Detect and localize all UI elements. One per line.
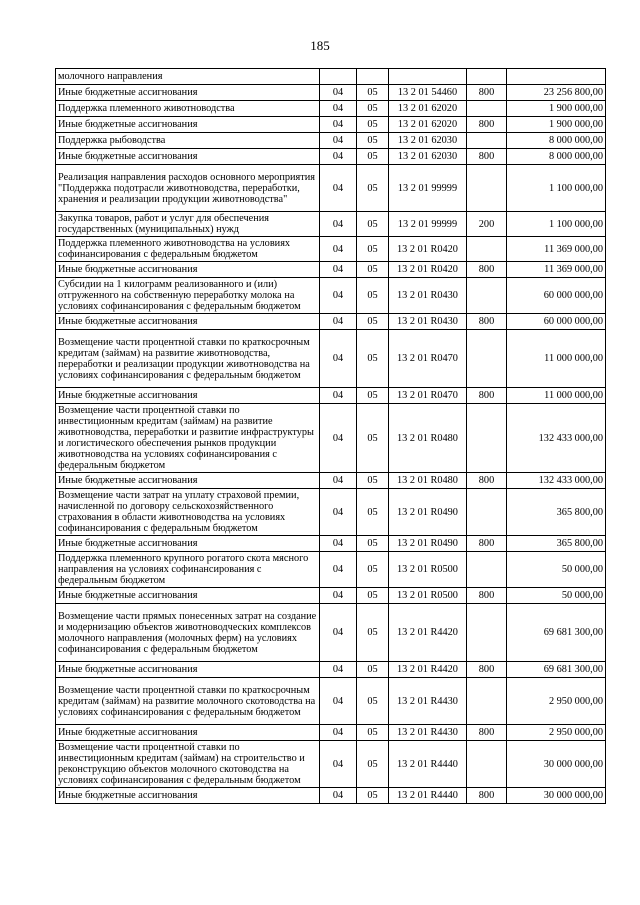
row-subsection-code: 05 <box>357 741 389 788</box>
table-row <box>56 662 606 678</box>
row-section-code: 04 <box>320 278 357 314</box>
row-target-article: 13 2 01 R0430 <box>389 278 467 314</box>
row-expense-type <box>467 404 507 473</box>
row-section-code: 04 <box>320 388 357 404</box>
row-expense-type: 800 <box>467 85 507 101</box>
table-row <box>56 678 606 725</box>
row-section-code: 04 <box>320 237 357 262</box>
row-subsection-code: 05 <box>357 278 389 314</box>
row-target-article: 13 2 01 R0490 <box>389 536 467 552</box>
row-section-code: 04 <box>320 489 357 536</box>
row-expense-type <box>467 604 507 662</box>
row-description: Иные бюджетные ассигнования <box>56 85 320 101</box>
row-target-article: 13 2 01 R0470 <box>389 330 467 388</box>
row-description: Возмещение части процентной ставки по инвестиционным кредитам (займам) на строительство и реконструкцию объектов молочного скотоводства на условиях софинансирования с федеральным бюджетом <box>56 741 320 788</box>
row-description: Иные бюджетные ассигнования <box>56 725 320 741</box>
row-subsection-code: 05 <box>357 101 389 117</box>
row-amount: 11 369 000,00 <box>507 237 606 262</box>
row-subsection-code: 05 <box>357 314 389 330</box>
row-expense-type <box>467 678 507 725</box>
row-amount: 23 256 800,00 <box>507 85 606 101</box>
row-target-article: 13 2 01 62030 <box>389 149 467 165</box>
table-row <box>56 133 606 149</box>
row-expense-type: 800 <box>467 588 507 604</box>
row-amount: 1 100 000,00 <box>507 165 606 212</box>
row-amount: 50 000,00 <box>507 552 606 588</box>
row-amount: 1 900 000,00 <box>507 117 606 133</box>
row-target-article: 13 2 01 R0420 <box>389 237 467 262</box>
row-expense-type <box>467 165 507 212</box>
row-amount: 132 433 000,00 <box>507 473 606 489</box>
row-amount <box>507 69 606 85</box>
row-target-article: 13 2 01 R0500 <box>389 552 467 588</box>
row-description: Иные бюджетные ассигнования <box>56 662 320 678</box>
row-amount: 50 000,00 <box>507 588 606 604</box>
row-target-article: 13 2 01 62030 <box>389 133 467 149</box>
table-row <box>56 725 606 741</box>
row-target-article: 13 2 01 R0470 <box>389 388 467 404</box>
row-subsection-code: 05 <box>357 489 389 536</box>
row-amount: 30 000 000,00 <box>507 741 606 788</box>
row-amount: 365 800,00 <box>507 489 606 536</box>
table-row <box>56 149 606 165</box>
row-description: Возмещение части процентной ставки по инвестиционным кредитам (займам) на развитие животноводства, переработки и развитие инфраструктуры и логистического обеспечения рынков продукции животноводства на условиях софинансирования с федеральным бюджетом <box>56 404 320 473</box>
row-description: Иные бюджетные ассигнования <box>56 314 320 330</box>
row-description: Иные бюджетные ассигнования <box>56 149 320 165</box>
row-subsection-code: 05 <box>357 85 389 101</box>
row-amount: 11 000 000,00 <box>507 388 606 404</box>
page-number: 185 <box>310 38 330 53</box>
row-description: Иные бюджетные ассигнования <box>56 117 320 133</box>
row-expense-type: 800 <box>467 262 507 278</box>
row-expense-type <box>467 741 507 788</box>
row-section-code: 04 <box>320 604 357 662</box>
row-target-article: 13 2 01 R0480 <box>389 404 467 473</box>
row-amount: 365 800,00 <box>507 536 606 552</box>
row-expense-type <box>467 133 507 149</box>
row-section-code: 04 <box>320 314 357 330</box>
row-description: Поддержка племенного животноводства <box>56 101 320 117</box>
table-row <box>56 165 606 212</box>
row-subsection-code: 05 <box>357 552 389 588</box>
row-target-article: 13 2 01 R0490 <box>389 489 467 536</box>
table-row <box>56 237 606 262</box>
row-description: Субсидии на 1 килограмм реализованного и (или) отгруженного на собственную переработку молока на условиях софинансирования с федеральным бюджетом <box>56 278 320 314</box>
row-description: Поддержка рыбоводства <box>56 133 320 149</box>
budget-table-body <box>56 69 606 804</box>
table-row <box>56 552 606 588</box>
row-target-article: 13 2 01 R0500 <box>389 588 467 604</box>
table-row <box>56 473 606 489</box>
row-subsection-code: 05 <box>357 117 389 133</box>
row-subsection-code: 05 <box>357 212 389 237</box>
table-row <box>56 404 606 473</box>
row-subsection-code: 05 <box>357 404 389 473</box>
row-target-article: 13 2 01 R4430 <box>389 725 467 741</box>
row-section-code: 04 <box>320 588 357 604</box>
row-amount: 2 950 000,00 <box>507 678 606 725</box>
row-section-code <box>320 69 357 85</box>
row-expense-type <box>467 237 507 262</box>
row-expense-type: 800 <box>467 473 507 489</box>
table-row <box>56 388 606 404</box>
row-target-article: 13 2 01 R4440 <box>389 741 467 788</box>
row-subsection-code: 05 <box>357 678 389 725</box>
row-section-code: 04 <box>320 473 357 489</box>
row-subsection-code: 05 <box>357 725 389 741</box>
table-row <box>56 604 606 662</box>
row-subsection-code: 05 <box>357 388 389 404</box>
row-target-article: 13 2 01 R0420 <box>389 262 467 278</box>
budget-table <box>55 68 606 804</box>
table-row <box>56 788 606 804</box>
row-amount: 2 950 000,00 <box>507 725 606 741</box>
row-amount: 60 000 000,00 <box>507 278 606 314</box>
row-description: Иные бюджетные ассигнования <box>56 262 320 278</box>
row-target-article: 13 2 01 R4440 <box>389 788 467 804</box>
row-description: Иные бюджетные ассигнования <box>56 536 320 552</box>
row-target-article: 13 2 01 54460 <box>389 85 467 101</box>
table-row <box>56 117 606 133</box>
row-section-code: 04 <box>320 552 357 588</box>
row-description: молочного направления <box>56 69 320 85</box>
row-expense-type: 200 <box>467 212 507 237</box>
row-target-article: 13 2 01 R4420 <box>389 662 467 678</box>
row-section-code: 04 <box>320 149 357 165</box>
row-subsection-code: 05 <box>357 237 389 262</box>
row-amount: 60 000 000,00 <box>507 314 606 330</box>
table-row <box>56 278 606 314</box>
row-section-code: 04 <box>320 741 357 788</box>
row-amount: 8 000 000,00 <box>507 133 606 149</box>
row-section-code: 04 <box>320 330 357 388</box>
row-expense-type: 800 <box>467 149 507 165</box>
table-row <box>56 330 606 388</box>
row-section-code: 04 <box>320 165 357 212</box>
row-section-code: 04 <box>320 101 357 117</box>
table-row <box>56 85 606 101</box>
row-expense-type: 800 <box>467 662 507 678</box>
row-amount: 11 369 000,00 <box>507 262 606 278</box>
row-expense-type: 800 <box>467 117 507 133</box>
row-subsection-code: 05 <box>357 165 389 212</box>
row-target-article: 13 2 01 62020 <box>389 101 467 117</box>
row-subsection-code: 05 <box>357 588 389 604</box>
row-subsection-code: 05 <box>357 473 389 489</box>
row-section-code: 04 <box>320 678 357 725</box>
table-row <box>56 262 606 278</box>
table-row <box>56 588 606 604</box>
table-row <box>56 489 606 536</box>
row-target-article: 13 2 01 62020 <box>389 117 467 133</box>
row-expense-type <box>467 278 507 314</box>
row-expense-type: 800 <box>467 788 507 804</box>
row-section-code: 04 <box>320 85 357 101</box>
row-subsection-code <box>357 69 389 85</box>
row-subsection-code: 05 <box>357 662 389 678</box>
row-amount: 11 000 000,00 <box>507 330 606 388</box>
row-subsection-code: 05 <box>357 788 389 804</box>
table-row <box>56 69 606 85</box>
row-section-code: 04 <box>320 788 357 804</box>
row-subsection-code: 05 <box>357 330 389 388</box>
row-section-code: 04 <box>320 262 357 278</box>
table-row <box>56 212 606 237</box>
row-description: Возмещение части процентной ставки по краткосрочным кредитам (займам) на развитие животноводства, переработки и реализации продукции животноводства на условиях софинансирования с федеральным бюджетом <box>56 330 320 388</box>
table-row <box>56 101 606 117</box>
row-subsection-code: 05 <box>357 536 389 552</box>
row-expense-type <box>467 489 507 536</box>
row-target-article: 13 2 01 R4430 <box>389 678 467 725</box>
row-amount: 69 681 300,00 <box>507 604 606 662</box>
row-amount: 132 433 000,00 <box>507 404 606 473</box>
row-expense-type <box>467 330 507 388</box>
row-description: Иные бюджетные ассигнования <box>56 473 320 489</box>
row-section-code: 04 <box>320 662 357 678</box>
row-amount: 8 000 000,00 <box>507 149 606 165</box>
table-row <box>56 741 606 788</box>
row-amount: 69 681 300,00 <box>507 662 606 678</box>
table-row <box>56 314 606 330</box>
row-amount: 1 900 000,00 <box>507 101 606 117</box>
row-subsection-code: 05 <box>357 149 389 165</box>
row-subsection-code: 05 <box>357 133 389 149</box>
row-subsection-code: 05 <box>357 604 389 662</box>
row-expense-type <box>467 101 507 117</box>
row-target-article <box>389 69 467 85</box>
row-section-code: 04 <box>320 117 357 133</box>
row-description: Иные бюджетные ассигнования <box>56 788 320 804</box>
row-description: Реализация направления расходов основного мероприятия "Поддержка подотрасли животноводства, переработки, хранения и реализации продукции животноводства" <box>56 165 320 212</box>
row-target-article: 13 2 01 99999 <box>389 165 467 212</box>
row-expense-type: 800 <box>467 536 507 552</box>
row-description: Поддержка племенного крупного рогатого скота мясного направления на условиях софинансирования с федеральным бюджетом <box>56 552 320 588</box>
row-target-article: 13 2 01 R4420 <box>389 604 467 662</box>
row-amount: 1 100 000,00 <box>507 212 606 237</box>
table-row <box>56 536 606 552</box>
row-target-article: 13 2 01 99999 <box>389 212 467 237</box>
row-target-article: 13 2 01 R0480 <box>389 473 467 489</box>
row-description: Возмещение части процентной ставки по краткосрочным кредитам (займам) на развитие молочного скотоводства на условиях софинансирования с федеральным бюджетом <box>56 678 320 725</box>
row-section-code: 04 <box>320 133 357 149</box>
row-section-code: 04 <box>320 212 357 237</box>
row-section-code: 04 <box>320 725 357 741</box>
row-target-article: 13 2 01 R0430 <box>389 314 467 330</box>
row-description: Закупка товаров, работ и услуг для обеспечения государственных (муниципальных) нужд <box>56 212 320 237</box>
row-description: Возмещение части затрат на уплату страховой премии, начисленной по договору сельскохозяйственного страхования в области животноводства на условиях софинансирования с федеральным бюджетом <box>56 489 320 536</box>
row-expense-type: 800 <box>467 314 507 330</box>
row-section-code: 04 <box>320 404 357 473</box>
row-subsection-code: 05 <box>357 262 389 278</box>
row-expense-type <box>467 69 507 85</box>
row-description: Иные бюджетные ассигнования <box>56 388 320 404</box>
row-expense-type: 800 <box>467 388 507 404</box>
row-amount: 30 000 000,00 <box>507 788 606 804</box>
row-description: Поддержка племенного животноводства на условиях софинансирования с федеральным бюджетом <box>56 237 320 262</box>
row-expense-type <box>467 552 507 588</box>
row-section-code: 04 <box>320 536 357 552</box>
row-expense-type: 800 <box>467 725 507 741</box>
row-description: Иные бюджетные ассигнования <box>56 588 320 604</box>
row-description: Возмещение части прямых понесенных затрат на создание и модернизацию объектов животноводческих комплексов молочного направления (молочных ферм) на условиях софинансирования с федеральным бюджетом <box>56 604 320 662</box>
